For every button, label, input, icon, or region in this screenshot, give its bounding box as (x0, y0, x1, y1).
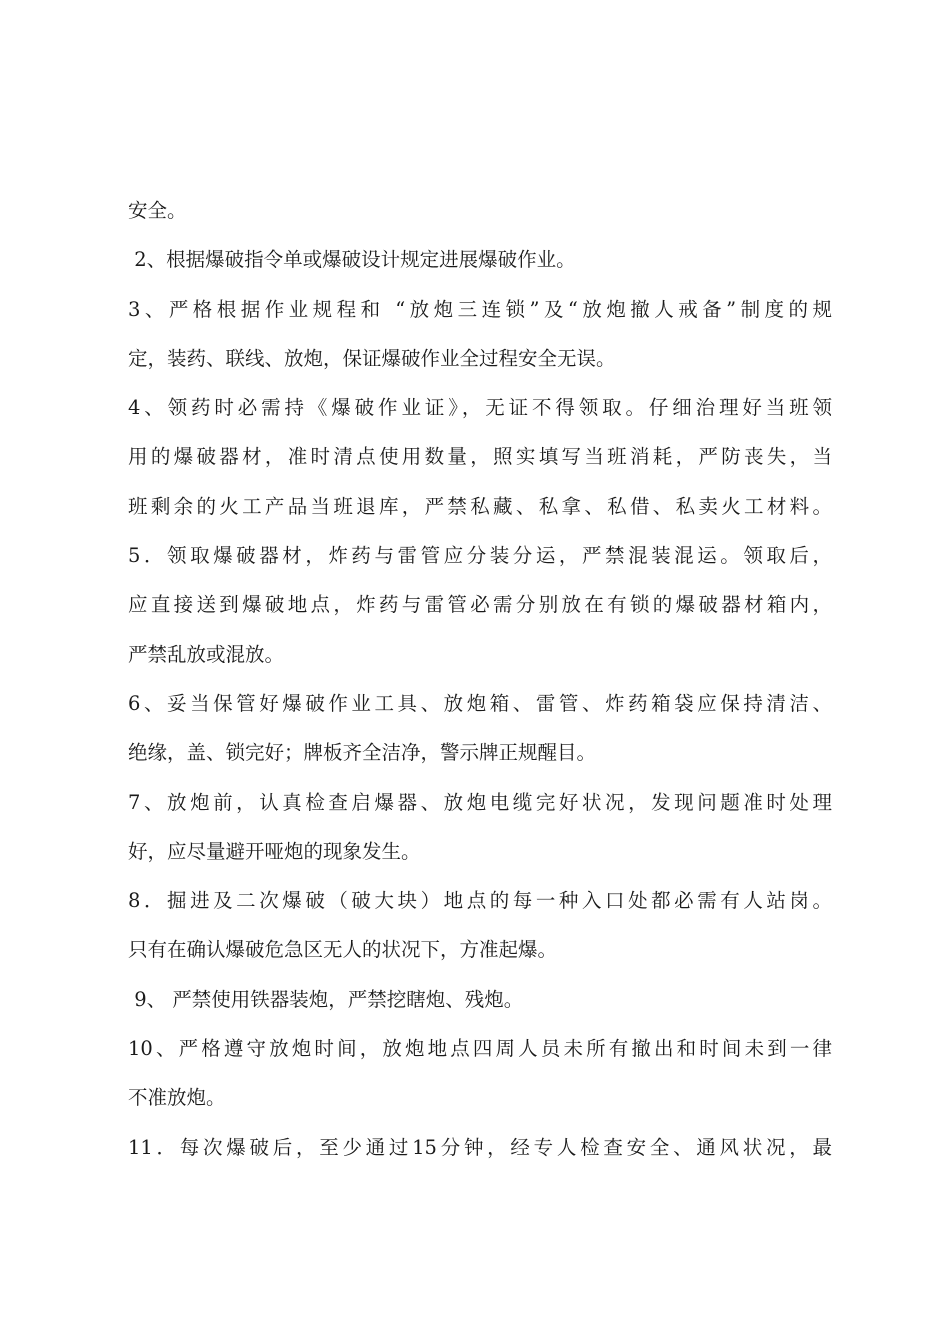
text-line: 严禁乱放或混放。 (128, 642, 285, 666)
text-line: 6、妥当保管好爆破作业工具、放炮箱、雷管、炸药箱袋应保持清洁、 (128, 691, 832, 715)
text-line: 7、放炮前，认真检查启爆器、放炮电缆完好状况，发现问题准时处理 (128, 790, 832, 814)
text-line: 绝缘，盖、锁完好；牌板齐全洁净，警示牌正规醒目。 (128, 741, 597, 765)
text-line: 用的爆破器材，准时清点使用数量，照实填写当班消耗，严防丧失，当 (128, 445, 832, 469)
text-line: 好，应尽量避开哑炮的现象发生。 (128, 839, 421, 863)
text-line: 11．每次爆破后，至少通过15分钟，经专人检查安全、通风状况，最 (128, 1135, 832, 1159)
text-line: 应直接送到爆破地点，炸药与雷管必需分别放在有锁的爆破器材箱内， (128, 593, 832, 617)
document-body (128, 186, 832, 1172)
text-line: 9、 严禁使用铁器装炮，严禁挖瞎炮、残炮。 (128, 987, 524, 1011)
text-line: 只有在确认爆破危急区无人的状况下，方准起爆。 (128, 938, 558, 962)
text-line: 班剩余的火工产品当班退库，严禁私藏、私拿、私借、私卖火工材料。 (128, 494, 832, 518)
text-line: 安全。 (128, 199, 187, 222)
text-line: 10、严格遵守放炮时间，放炮地点四周人员未所有撤出和时间未到一律 (128, 1037, 832, 1061)
text-line: 8．掘进及二次爆破（破大块）地点的每一种入口处都必需有人站岗。 (128, 889, 832, 913)
text-line: 4、领药时必需持《爆破作业证》，无证不得领取。仔细治理好当班领 (128, 396, 832, 420)
text-line: 5．领取爆破器材，炸药与雷管应分装分运，严禁混装混运。领取后， (128, 544, 832, 568)
text-line: 定，装药、联线、放炮，保证爆破作业全过程安全无误。 (128, 346, 616, 370)
text-line: 不准放炮。 (128, 1086, 226, 1110)
text-line: 2、根据爆破指令单或爆破设计规定进展爆破作业。 (128, 248, 576, 272)
text-line: 3、严格根据作业规程和 “放炮三连锁”及“放炮撤人戒备”制度的规 (128, 297, 832, 321)
